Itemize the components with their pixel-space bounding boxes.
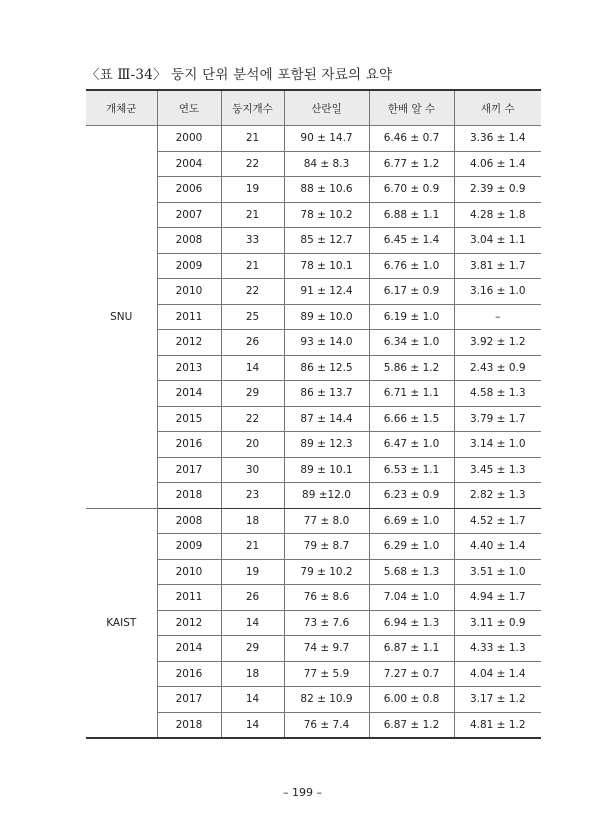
cell-nest-count: 18 — [221, 661, 284, 687]
cell-laying-date: 79 ± 10.2 — [284, 559, 369, 585]
cell-laying-date: 85 ± 12.7 — [284, 228, 369, 254]
cell-clutch-size: 6.29 ± 1.0 — [369, 534, 454, 560]
cell-nest-count: 21 — [221, 126, 284, 152]
cell-laying-date: 89 ± 10.0 — [284, 304, 369, 330]
cell-nest-count: 14 — [221, 712, 284, 738]
cell-population: KAIST — [86, 508, 157, 738]
cell-nest-count: 14 — [221, 687, 284, 713]
cell-laying-date: 89 ± 12.3 — [284, 432, 369, 458]
cell-chick-count: 4.33 ± 1.3 — [454, 636, 541, 662]
cell-nest-count: 26 — [221, 330, 284, 356]
cell-nest-count: 26 — [221, 585, 284, 611]
cell-laying-date: 76 ± 7.4 — [284, 712, 369, 738]
cell-laying-date: 93 ± 14.0 — [284, 330, 369, 356]
cell-year: 2018 — [157, 712, 221, 738]
cell-chick-count: 2.82 ± 1.3 — [454, 483, 541, 509]
cell-nest-count: 23 — [221, 483, 284, 509]
cell-laying-date: 91 ± 12.4 — [284, 279, 369, 305]
cell-year: 2008 — [157, 228, 221, 254]
cell-nest-count: 19 — [221, 559, 284, 585]
cell-year: 2017 — [157, 457, 221, 483]
cell-clutch-size: 6.70 ± 0.9 — [369, 177, 454, 203]
cell-year: 2007 — [157, 202, 221, 228]
cell-clutch-size: 6.71 ± 1.1 — [369, 381, 454, 407]
cell-laying-date: 79 ± 8.7 — [284, 534, 369, 560]
page-number: – 199 – — [283, 786, 322, 799]
cell-clutch-size: 6.88 ± 1.1 — [369, 202, 454, 228]
cell-chick-count: 4.06 ± 1.4 — [454, 151, 541, 177]
cell-year: 2017 — [157, 687, 221, 713]
cell-year: 2012 — [157, 610, 221, 636]
cell-laying-date: 90 ± 14.7 — [284, 126, 369, 152]
cell-chick-count: 4.81 ± 1.2 — [454, 712, 541, 738]
cell-year: 2006 — [157, 177, 221, 203]
cell-chick-count: 3.17 ± 1.2 — [454, 687, 541, 713]
cell-nest-count: 22 — [221, 151, 284, 177]
header-year: 연도 — [157, 90, 221, 126]
cell-laying-date: 86 ± 13.7 — [284, 381, 369, 407]
table-header-row — [86, 90, 541, 126]
cell-clutch-size: 6.94 ± 1.3 — [369, 610, 454, 636]
cell-nest-count: 21 — [221, 534, 284, 560]
cell-nest-count: 25 — [221, 304, 284, 330]
cell-chick-count: 4.58 ± 1.3 — [454, 381, 541, 407]
cell-nest-count: 29 — [221, 381, 284, 407]
cell-clutch-size: 6.34 ± 1.0 — [369, 330, 454, 356]
cell-nest-count: 18 — [221, 508, 284, 534]
cell-chick-count: 3.36 ± 1.4 — [454, 126, 541, 152]
cell-year: 2010 — [157, 559, 221, 585]
cell-chick-count: 2.43 ± 0.9 — [454, 355, 541, 381]
cell-laying-date: 78 ± 10.1 — [284, 253, 369, 279]
cell-laying-date: 87 ± 14.4 — [284, 406, 369, 432]
cell-nest-count: 30 — [221, 457, 284, 483]
cell-year: 2016 — [157, 661, 221, 687]
cell-laying-date: 84 ± 8.3 — [284, 151, 369, 177]
cell-year: 2008 — [157, 508, 221, 534]
cell-year: 2018 — [157, 483, 221, 509]
cell-chick-count: 2.39 ± 0.9 — [454, 177, 541, 203]
cell-year: 2015 — [157, 406, 221, 432]
cell-chick-count: 3.81 ± 1.7 — [454, 253, 541, 279]
cell-year: 2009 — [157, 534, 221, 560]
cell-laying-date: 77 ± 5.9 — [284, 661, 369, 687]
cell-nest-count: 20 — [221, 432, 284, 458]
cell-clutch-size: 7.27 ± 0.7 — [369, 661, 454, 687]
cell-clutch-size: 6.87 ± 1.1 — [369, 636, 454, 662]
cell-laying-date: 76 ± 8.6 — [284, 585, 369, 611]
cell-clutch-size: 5.86 ± 1.2 — [369, 355, 454, 381]
cell-clutch-size: 6.47 ± 1.0 — [369, 432, 454, 458]
summary-table — [86, 89, 541, 739]
cell-chick-count: 3.45 ± 1.3 — [454, 457, 541, 483]
cell-nest-count: 22 — [221, 406, 284, 432]
cell-chick-count: 3.14 ± 1.0 — [454, 432, 541, 458]
cell-clutch-size: 5.68 ± 1.3 — [369, 559, 454, 585]
table-body — [86, 126, 541, 739]
cell-chick-count: 3.04 ± 1.1 — [454, 228, 541, 254]
cell-nest-count: 29 — [221, 636, 284, 662]
cell-clutch-size: 6.87 ± 1.2 — [369, 712, 454, 738]
cell-chick-count: 3.92 ± 1.2 — [454, 330, 541, 356]
table-row — [86, 508, 541, 534]
cell-chick-count: 4.04 ± 1.4 — [454, 661, 541, 687]
cell-year: 2011 — [157, 304, 221, 330]
cell-laying-date: 88 ± 10.6 — [284, 177, 369, 203]
cell-clutch-size: 6.76 ± 1.0 — [369, 253, 454, 279]
header-laying-date: 산란일 — [284, 90, 369, 126]
cell-chick-count: – — [454, 304, 541, 330]
cell-nest-count: 21 — [221, 202, 284, 228]
cell-clutch-size: 6.19 ± 1.0 — [369, 304, 454, 330]
cell-clutch-size: 6.45 ± 1.4 — [369, 228, 454, 254]
cell-clutch-size: 6.53 ± 1.1 — [369, 457, 454, 483]
cell-laying-date: 77 ± 8.0 — [284, 508, 369, 534]
cell-clutch-size: 6.17 ± 0.9 — [369, 279, 454, 305]
cell-chick-count: 4.28 ± 1.8 — [454, 202, 541, 228]
header-chick-count: 새끼 수 — [454, 90, 541, 126]
cell-chick-count: 3.79 ± 1.7 — [454, 406, 541, 432]
cell-population: SNU — [86, 126, 157, 509]
cell-year: 2010 — [157, 279, 221, 305]
table-title: 〈표 Ⅲ-34〉 둥지 단위 분석에 포함된 자료의 요약 — [86, 67, 393, 83]
cell-year: 2012 — [157, 330, 221, 356]
cell-year: 2004 — [157, 151, 221, 177]
cell-laying-date: 78 ± 10.2 — [284, 202, 369, 228]
cell-chick-count: 4.94 ± 1.7 — [454, 585, 541, 611]
cell-year: 2000 — [157, 126, 221, 152]
cell-nest-count: 14 — [221, 355, 284, 381]
cell-year: 2009 — [157, 253, 221, 279]
header-clutch-size: 한배 알 수 — [369, 90, 454, 126]
cell-laying-date: 82 ± 10.9 — [284, 687, 369, 713]
cell-clutch-size: 6.66 ± 1.5 — [369, 406, 454, 432]
cell-year: 2016 — [157, 432, 221, 458]
cell-nest-count: 33 — [221, 228, 284, 254]
cell-year: 2011 — [157, 585, 221, 611]
header-nest-count: 둥지개수 — [221, 90, 284, 126]
cell-clutch-size: 7.04 ± 1.0 — [369, 585, 454, 611]
cell-clutch-size: 6.77 ± 1.2 — [369, 151, 454, 177]
cell-clutch-size: 6.23 ± 0.9 — [369, 483, 454, 509]
cell-laying-date: 89 ±12.0 — [284, 483, 369, 509]
cell-nest-count: 22 — [221, 279, 284, 305]
cell-chick-count: 4.40 ± 1.4 — [454, 534, 541, 560]
table-row — [86, 126, 541, 152]
cell-year: 2014 — [157, 381, 221, 407]
cell-clutch-size: 6.46 ± 0.7 — [369, 126, 454, 152]
cell-chick-count: 3.16 ± 1.0 — [454, 279, 541, 305]
cell-nest-count: 21 — [221, 253, 284, 279]
cell-clutch-size: 6.00 ± 0.8 — [369, 687, 454, 713]
cell-nest-count: 19 — [221, 177, 284, 203]
cell-year: 2014 — [157, 636, 221, 662]
cell-laying-date: 74 ± 9.7 — [284, 636, 369, 662]
cell-year: 2013 — [157, 355, 221, 381]
cell-laying-date: 86 ± 12.5 — [284, 355, 369, 381]
cell-chick-count: 3.11 ± 0.9 — [454, 610, 541, 636]
cell-clutch-size: 6.69 ± 1.0 — [369, 508, 454, 534]
cell-laying-date: 73 ± 7.6 — [284, 610, 369, 636]
cell-nest-count: 14 — [221, 610, 284, 636]
header-population: 개체군 — [86, 90, 157, 126]
cell-chick-count: 4.52 ± 1.7 — [454, 508, 541, 534]
cell-laying-date: 89 ± 10.1 — [284, 457, 369, 483]
cell-chick-count: 3.51 ± 1.0 — [454, 559, 541, 585]
